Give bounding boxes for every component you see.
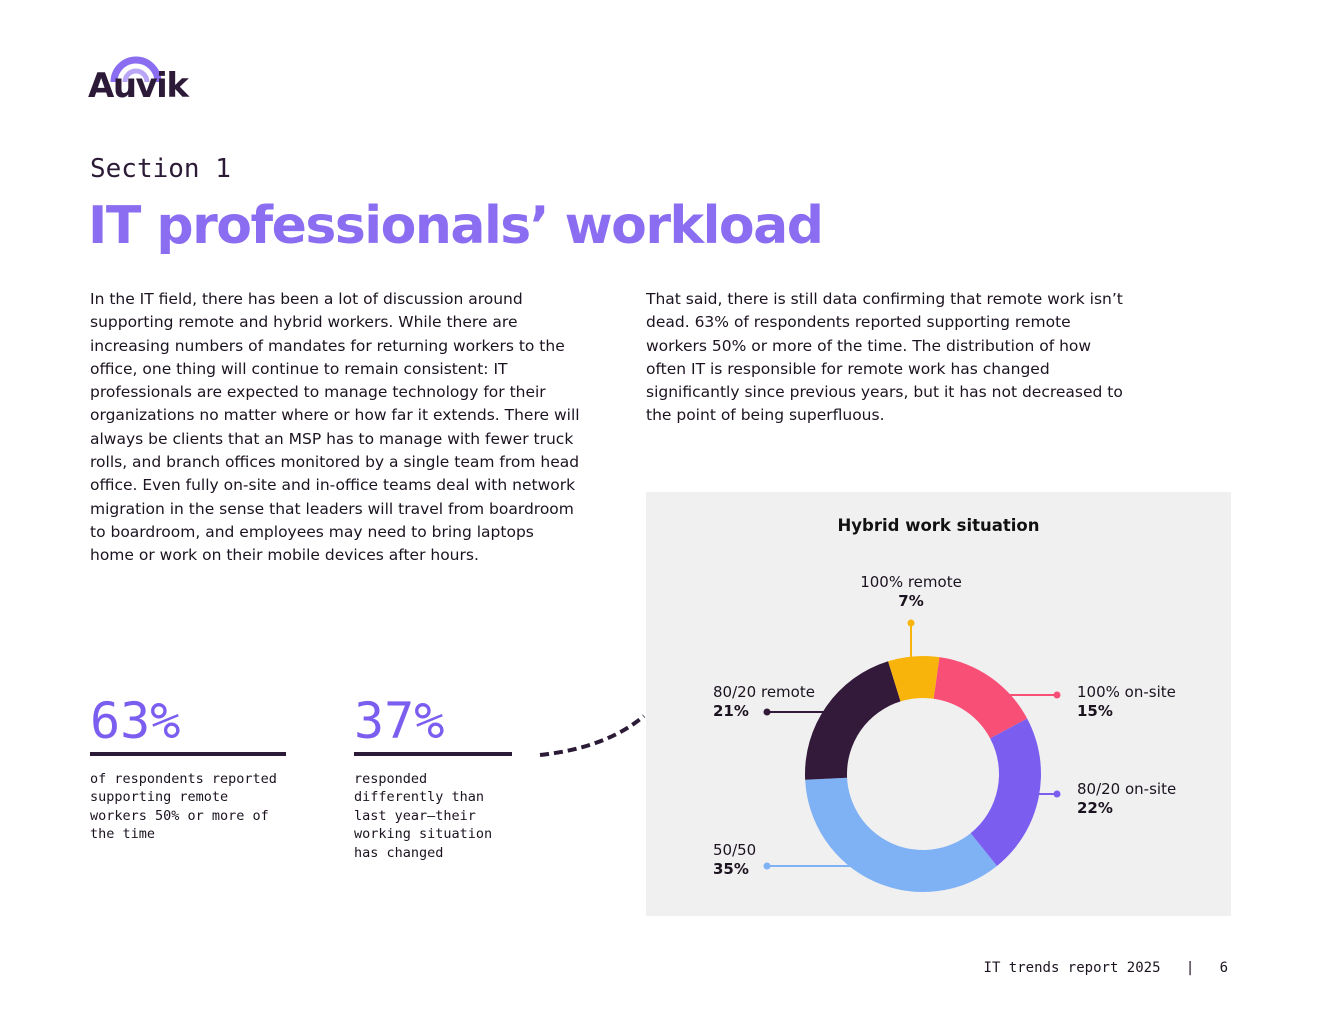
stat-block	[90, 692, 286, 844]
slice-label: 80/20 on-site	[1077, 780, 1177, 798]
slice-value: 15%	[1077, 702, 1113, 720]
footer-separator: |	[1185, 960, 1195, 976]
intro-paragraph: In the IT field, there has been a lot of discussion around supporting remote and hybrid workers. While there are increasing numbers of mandates for returning workers to the office, one thing will continue to remain consistent: IT professionals are expected to manage technology for their organizations no matter where or how far it extends. There will always be clients that an MSP has to manage with fewer truck rolls, and branch offices monitored by a single team from head office. Even fully on-site and in-office teams deal with network migration in the sense that leaders will travel from boardroom to boardroom, and employees may need to bring laptops home or work on their mobile devices after hours.	[90, 290, 580, 565]
logo-wordmark: Auvik	[88, 66, 188, 106]
stat-value: 63%	[90, 692, 181, 750]
slice-label: 100% remote	[860, 573, 962, 591]
stat-value: 37%	[354, 692, 445, 750]
stat-caption: responded differently than last year—their working situation has changed	[354, 771, 493, 861]
leader-dot	[1054, 791, 1061, 798]
slice-value: 7%	[898, 592, 924, 610]
page-footer	[984, 960, 1228, 976]
slice-value: 35%	[713, 860, 749, 878]
leader-dot	[764, 709, 771, 716]
leader-dot	[1054, 692, 1061, 699]
page-number: 6	[1219, 960, 1228, 976]
slice-label: 80/20 remote	[713, 683, 815, 701]
leader-dot	[908, 620, 915, 627]
donut-slice	[971, 719, 1041, 866]
chart-panel	[646, 492, 1231, 916]
stat-block	[354, 692, 512, 862]
section-label: Section 1	[90, 154, 231, 184]
slice-label: 50/50	[713, 841, 757, 859]
slice-label: 100% on-site	[1077, 683, 1176, 701]
stat-divider	[90, 752, 286, 756]
slice-value: 21%	[713, 702, 749, 720]
slice-value: 22%	[1077, 799, 1113, 817]
auvik-logo	[88, 52, 188, 108]
dashed-connector	[536, 708, 650, 762]
stat-caption: of respondents reported supporting remote workers 50% or more of the time	[90, 771, 277, 843]
donut-slice	[805, 661, 901, 779]
chart-title: Hybrid work situation	[837, 516, 1040, 535]
remote-work-paragraph: That said, there is still data confirming that remote work isn’t dead. 63% of respondents reported supporting remote workers 50% or more of the time. The distribution of how often IT is responsible for remote work has changed significantly since previous years, but it has not decreased to the point of being superfluous.	[646, 290, 1123, 425]
stat-divider	[354, 752, 512, 756]
donut-slice	[805, 778, 997, 892]
page-title: IT professionals’ workload	[88, 196, 823, 256]
footer-report: IT trends report 2025	[983, 960, 1161, 976]
donut-chart	[646, 492, 1231, 916]
leader-dot	[764, 863, 771, 870]
